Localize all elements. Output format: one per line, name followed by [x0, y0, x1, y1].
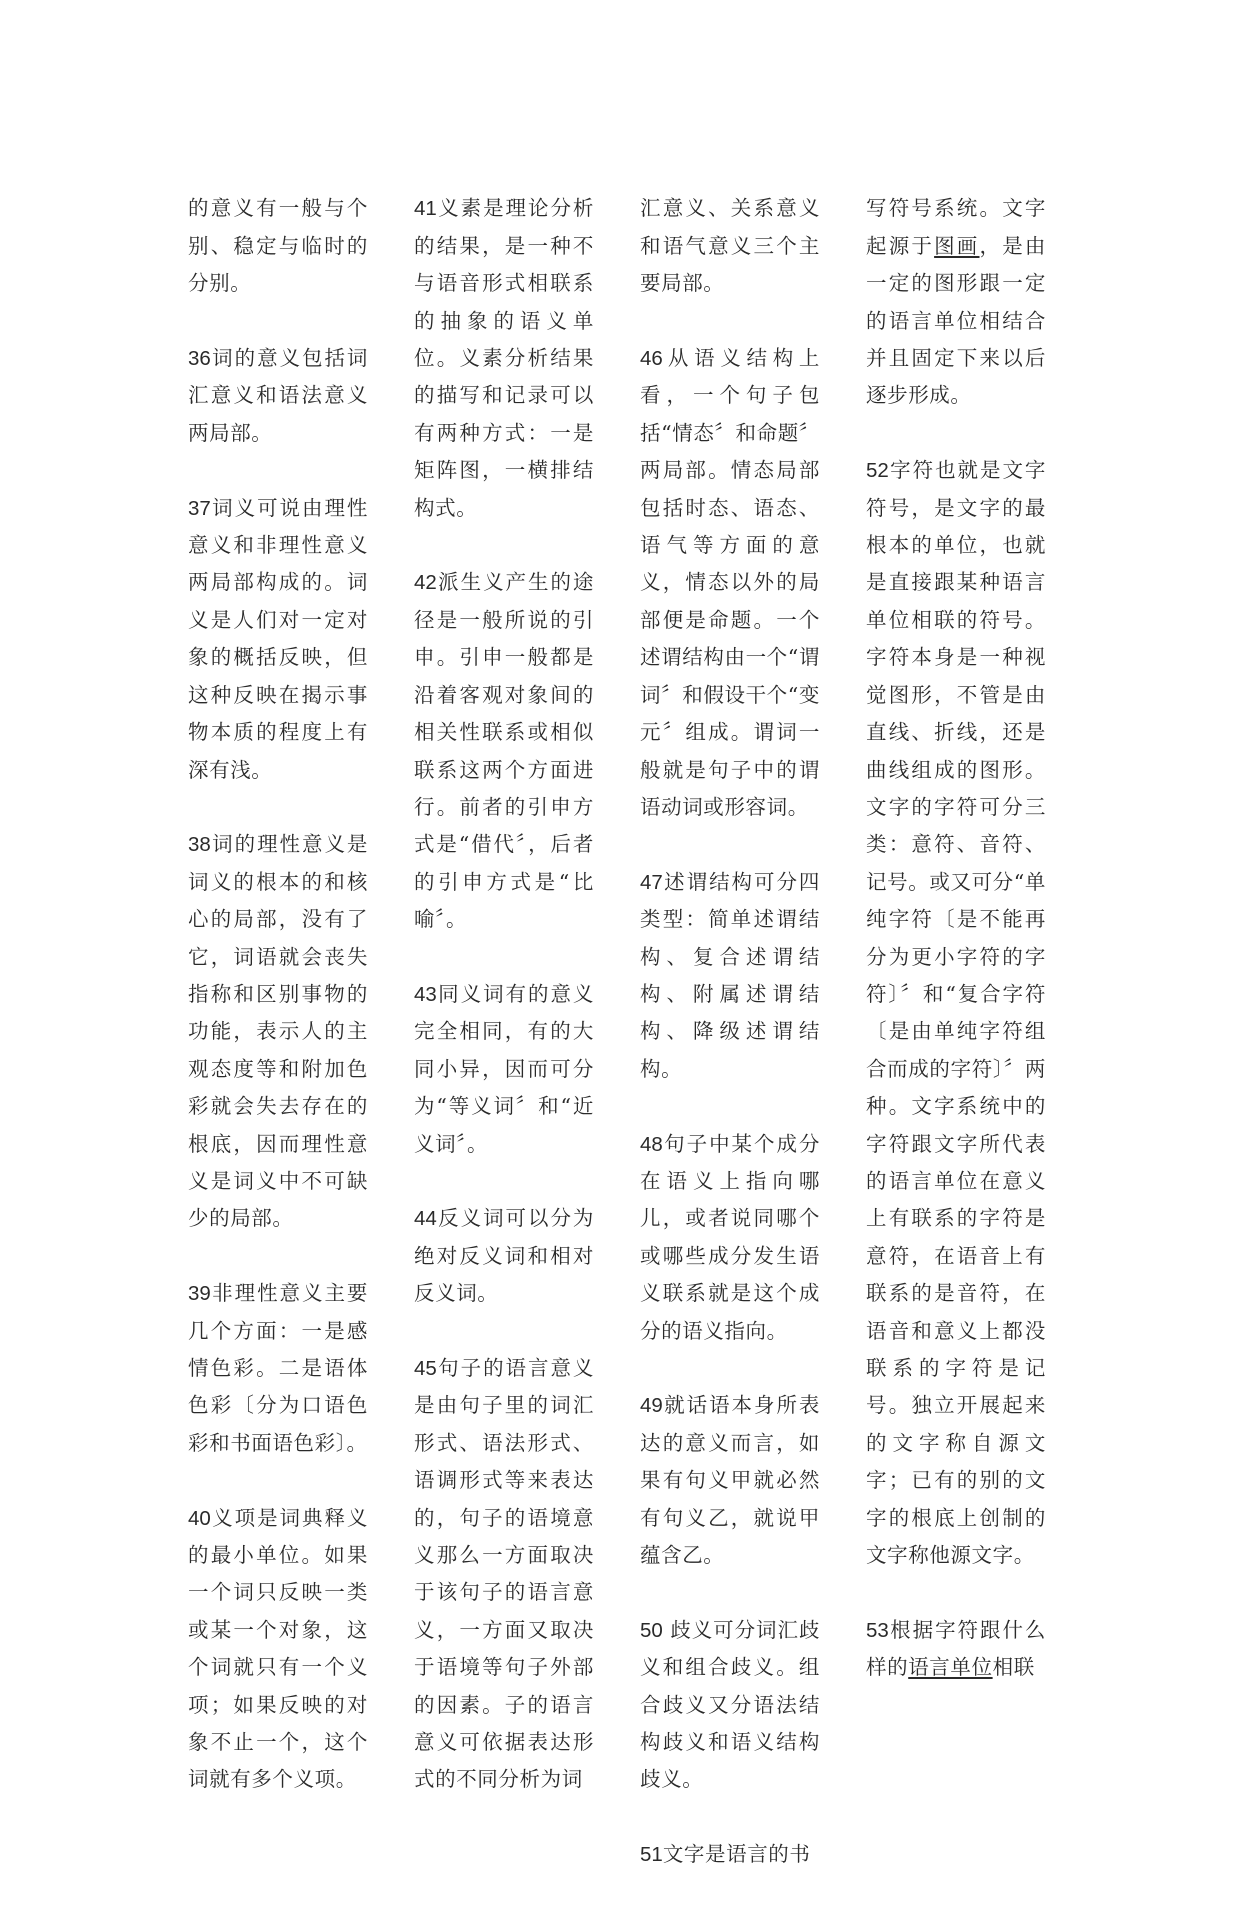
paragraph: 45句子的语言意义是由句子里的词汇形式、语法形式、语调形式等来表达的，句子的语境意义那么一方面取决于该句子的语言意义，一方面又取决于语境等句子外部的因素。子的语言意义可依据表达形式的不同分析为词	[414, 1356, 594, 1792]
text-column-1	[188, 153, 368, 1836]
paragraph: 41义素是理论分析的结果，是一种不与语音形式相联系的抽象的语义单位。义素分析结果的描写和记录可以有两种方式：一是矩阵图，一横排结构式。	[414, 196, 594, 520]
paragraph: 38词的理性意义是词义的根本的和核心的局部，没有了它，词语就会丧失指称和区别事物的功能，表示人的主观态度等和附加色彩就会失去存在的根底，因而理性意义是词义中不可缺少的局部。	[188, 832, 368, 1231]
paragraph: 46从语义结构上看，一个句子包括“情态〞和命题〞两局部。情态局部包括时态、语态、语气等方面的意义，情态以外的局部便是命题。一个述谓结构由一个“谓词〞和假设干个“变元〞组成。谓词一般就是句子中的谓语动词或形容词。	[640, 346, 820, 819]
paragraph: 43同义词有的意义完全相同，有的大同小异，因而可分为“等义词〞和“近义词〞。	[414, 981, 594, 1156]
paragraph: 47述谓结构可分四类型：简单述谓结构、复合述谓结构、附属述谓结构、降级述谓结构。	[640, 869, 820, 1081]
paragraph: 44反义词可以分为绝对反义词和相对反义词。	[414, 1206, 594, 1306]
paragraph: 39非理性意义主要几个方面：一是感情色彩。二是语体色彩〔分为口语色彩和书面语色彩〕。	[188, 1281, 368, 1455]
paragraph: 53根据字符跟什么样的语言单位相联	[866, 1617, 1046, 1680]
paragraph: 37词义可说由理性意义和非理性意义两局部构成的。词义是人们对一定对象的概括反映，但这种反映在揭示事物本质的程度上有深有浅。	[188, 495, 368, 782]
hyperlink-tuhua[interactable]: 图画	[934, 233, 980, 258]
paragraph: 40义项是词典释义的最小单位。如果一个词只反映一类或某一个对象，这个词就只有一个义项；如果反映的对象不止一个，这个词就有多个义项。	[188, 1505, 368, 1792]
paragraph: 的意义有一般与个别、稳定与临时的分别。	[188, 196, 368, 296]
paragraph: 48句子中某个成分在语义上指向哪儿，或者说同哪个或哪些成分发生语义联系就是这个成分的语义指向。	[640, 1131, 820, 1343]
paragraph: 49就话语本身所表达的意义而言，如果有句义甲就必然有句义乙，就说甲蕴含乙。	[640, 1393, 820, 1568]
paragraph: 写符号系统。文字起源于图画，是由一定的图形跟一定的语言单位相结合并且固定下来以后逐步形成。	[866, 196, 1046, 408]
text-column-2	[414, 153, 594, 1836]
paragraph: 52字符也就是文字符号，是文字的最根本的单位，也就是直接跟某种语言单位相联的符号。字符本身是一种视觉图形，不管是由直线、折线，还是曲线组成的图形。文字的字符可分三类：意符、音符、记号。或又可分“单纯字符〔是不能再分为更小字符的字符〕〞和“复合字符〔是由单纯字符组合而成的字符〕〞两种。文字系统中的字符跟文字所代表的语言单位在意义上有联系的字符是意符，在语音上有联系的是音符，在语音和意义上都没联系的字符是记号。独立开展起来的文字称自源文字；已有的别的文字的根底上创制的文字称他源文字。	[866, 458, 1046, 1568]
paragraph: 汇意义、关系意义和语气意义三个主要局部。	[640, 196, 820, 296]
text-column-4	[866, 153, 1046, 1724]
paragraph: 36词的意义包括词汇意义和语法意义两局部。	[188, 346, 368, 445]
text-column-3	[640, 153, 820, 1911]
paragraph: 51文字是语言的书	[640, 1842, 811, 1867]
hyperlink-yuyan-danwei[interactable]: 语言单位	[908, 1655, 993, 1680]
paragraph: 50 歧义可分词汇歧义和组合歧义。组合歧义又分语法结构歧义和语义结构歧义。	[640, 1617, 820, 1792]
paragraph: 42派生义产生的途径是一般所说的引申。引申一般都是沿着客观对象间的相关性联系或相似联系这两个方面进行。前者的引申方式是“借代〞，后者的引申方式是“比喻〞。	[414, 570, 594, 932]
